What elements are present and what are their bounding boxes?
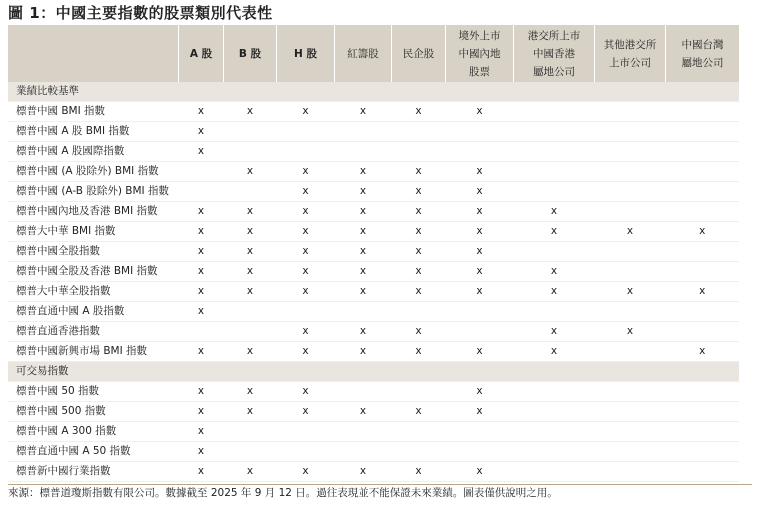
mark-cell <box>666 242 740 262</box>
index-name: 標普中國全股及香港 BMI 指數 <box>8 262 179 282</box>
column-header-line: 屬地公司 <box>533 65 575 78</box>
column-header-line: 中國台灣 <box>681 38 724 51</box>
mark-cell: x <box>392 402 446 422</box>
mark-cell <box>595 182 666 202</box>
mark-cell <box>595 102 666 122</box>
mark-cell <box>595 382 666 402</box>
column-header-line: 屬地公司 <box>681 56 724 69</box>
mark-cell: x <box>392 282 446 302</box>
mark-cell: x <box>446 222 514 242</box>
mark-cell: x <box>277 202 335 222</box>
table-header <box>8 25 739 82</box>
section-label: 可交易指數 <box>8 362 739 382</box>
mark-cell: x <box>446 162 514 182</box>
index-name: 標普大中華 BMI 指數 <box>8 222 179 242</box>
index-name: 標普中國 (A-B 股除外) BMI 指數 <box>8 182 179 202</box>
mark-cell <box>335 382 392 402</box>
mark-cell: x <box>179 462 224 482</box>
index-name: 標普中國內地及香港 BMI 指數 <box>8 202 179 222</box>
mark-cell: x <box>179 382 224 402</box>
mark-cell: x <box>335 202 392 222</box>
mark-cell: x <box>277 162 335 182</box>
mark-cell <box>666 442 740 462</box>
index-name: 標普中國新興市場 BMI 指數 <box>8 342 179 362</box>
mark-cell: x <box>179 222 224 242</box>
mark-cell: x <box>277 222 335 242</box>
mark-cell <box>224 422 277 442</box>
mark-cell: x <box>224 242 277 262</box>
mark-cell: x <box>179 142 224 162</box>
mark-cell: x <box>179 402 224 422</box>
mark-cell: x <box>446 262 514 282</box>
mark-cell: x <box>514 322 595 342</box>
mark-cell <box>392 142 446 162</box>
mark-cell <box>666 462 740 482</box>
mark-cell <box>595 302 666 322</box>
mark-cell: x <box>446 242 514 262</box>
mark-cell: x <box>277 102 335 122</box>
column-header <box>514 25 595 82</box>
column-header-line: 中國香港 <box>533 47 575 60</box>
mark-cell <box>446 302 514 322</box>
column-header-line: 民企股 <box>402 47 435 60</box>
index-name: 標普中國 A 股國際指數 <box>8 142 179 162</box>
table-row <box>8 162 739 182</box>
table-row <box>8 422 739 442</box>
mark-cell <box>224 322 277 342</box>
mark-cell <box>392 302 446 322</box>
mark-cell <box>595 462 666 482</box>
mark-cell: x <box>179 122 224 142</box>
mark-cell <box>277 302 335 322</box>
mark-cell <box>224 182 277 202</box>
index-name: 標普直通中國 A 股指數 <box>8 302 179 322</box>
table-row <box>8 402 739 422</box>
section-row <box>8 82 739 102</box>
mark-cell <box>666 182 740 202</box>
source-note: 來源：標普道瓊斯指數有限公司。數據截至 2025 年 9 月 12 日。過往表現並不能保證未來業績。圖表僅供說明之用。 <box>8 484 752 500</box>
mark-cell <box>666 422 740 442</box>
mark-cell: x <box>277 342 335 362</box>
mark-cell <box>595 402 666 422</box>
mark-cell: x <box>446 382 514 402</box>
mark-cell <box>179 182 224 202</box>
mark-cell <box>514 442 595 462</box>
table-row <box>8 462 739 482</box>
index-name: 標普中國全股指數 <box>8 242 179 262</box>
mark-cell: x <box>224 342 277 362</box>
mark-cell: x <box>224 382 277 402</box>
index-name: 標普直通中國 A 50 指數 <box>8 442 179 462</box>
mark-cell: x <box>514 202 595 222</box>
mark-cell <box>595 142 666 162</box>
mark-cell <box>392 382 446 402</box>
table-row <box>8 122 739 142</box>
mark-cell: x <box>224 462 277 482</box>
mark-cell <box>666 382 740 402</box>
mark-cell <box>595 162 666 182</box>
mark-cell: x <box>392 182 446 202</box>
mark-cell <box>335 422 392 442</box>
mark-cell: x <box>335 162 392 182</box>
column-header <box>335 25 392 82</box>
mark-cell <box>335 442 392 462</box>
mark-cell: x <box>514 342 595 362</box>
mark-cell: x <box>224 282 277 302</box>
mark-cell <box>224 442 277 462</box>
mark-cell: x <box>224 202 277 222</box>
mark-cell <box>277 442 335 462</box>
mark-cell: x <box>514 282 595 302</box>
index-name: 標普直通香港指數 <box>8 322 179 342</box>
mark-cell <box>666 102 740 122</box>
mark-cell <box>446 142 514 162</box>
index-table <box>8 25 739 482</box>
mark-cell <box>446 322 514 342</box>
mark-cell <box>595 242 666 262</box>
mark-cell: x <box>179 442 224 462</box>
mark-cell: x <box>277 322 335 342</box>
column-header-line: 上市公司 <box>609 56 651 69</box>
mark-cell: x <box>446 202 514 222</box>
mark-cell: x <box>514 222 595 242</box>
mark-cell: x <box>392 102 446 122</box>
table-row <box>8 342 739 362</box>
mark-cell: x <box>277 262 335 282</box>
mark-cell <box>446 442 514 462</box>
mark-cell: x <box>277 242 335 262</box>
mark-cell: x <box>179 282 224 302</box>
mark-cell: x <box>224 262 277 282</box>
column-header <box>179 25 224 82</box>
mark-cell: x <box>666 342 740 362</box>
mark-cell: x <box>666 282 740 302</box>
mark-cell <box>277 422 335 442</box>
mark-cell <box>595 442 666 462</box>
mark-cell: x <box>277 462 335 482</box>
mark-cell: x <box>335 182 392 202</box>
column-header <box>666 25 740 82</box>
mark-cell: x <box>277 282 335 302</box>
mark-cell: x <box>446 102 514 122</box>
mark-cell <box>595 422 666 442</box>
mark-cell <box>335 302 392 322</box>
mark-cell: x <box>335 102 392 122</box>
mark-cell <box>666 162 740 182</box>
mark-cell <box>514 402 595 422</box>
mark-cell <box>277 122 335 142</box>
table-container <box>8 25 752 500</box>
mark-cell <box>595 122 666 142</box>
column-header <box>392 25 446 82</box>
mark-cell <box>514 182 595 202</box>
mark-cell <box>335 142 392 162</box>
column-header-line: 股票 <box>469 65 490 78</box>
table-row <box>8 302 739 322</box>
table-row <box>8 242 739 262</box>
column-header <box>224 25 277 82</box>
mark-cell <box>666 302 740 322</box>
mark-cell <box>514 302 595 322</box>
mark-cell: x <box>224 222 277 242</box>
mark-cell: x <box>335 322 392 342</box>
mark-cell: x <box>335 462 392 482</box>
table-row <box>8 262 739 282</box>
column-header-line: 中國內地 <box>458 47 501 60</box>
index-name: 標普大中華全股指數 <box>8 282 179 302</box>
index-name: 標普中國 A 300 指數 <box>8 422 179 442</box>
table-row <box>8 442 739 462</box>
section-label: 業績比較基準 <box>8 82 739 102</box>
mark-cell: x <box>179 262 224 282</box>
mark-cell: x <box>595 222 666 242</box>
mark-cell: x <box>335 342 392 362</box>
mark-cell <box>392 122 446 142</box>
mark-cell: x <box>179 422 224 442</box>
mark-cell <box>666 122 740 142</box>
mark-cell <box>595 262 666 282</box>
mark-cell: x <box>224 102 277 122</box>
mark-cell <box>446 122 514 142</box>
mark-cell: x <box>179 302 224 322</box>
mark-cell <box>514 122 595 142</box>
mark-cell: x <box>179 242 224 262</box>
index-name: 標普中國 A 股 BMI 指數 <box>8 122 179 142</box>
mark-cell <box>179 162 224 182</box>
mark-cell <box>224 122 277 142</box>
mark-cell <box>392 422 446 442</box>
mark-cell <box>335 122 392 142</box>
mark-cell: x <box>392 162 446 182</box>
mark-cell: x <box>224 162 277 182</box>
index-name: 標普中國 50 指數 <box>8 382 179 402</box>
figure-title: 圖 1：中國主要指數的股票類別代表性 <box>8 4 273 22</box>
mark-cell <box>392 442 446 462</box>
mark-cell: x <box>335 222 392 242</box>
mark-cell: x <box>277 402 335 422</box>
index-name: 標普中國 (A 股除外) BMI 指數 <box>8 162 179 182</box>
mark-cell: x <box>392 262 446 282</box>
index-name: 標普新中國行業指數 <box>8 462 179 482</box>
table-row <box>8 282 739 302</box>
column-header-line: B 股 <box>238 47 262 60</box>
column-header-line: H 股 <box>294 47 317 60</box>
mark-cell: x <box>335 262 392 282</box>
mark-cell: x <box>335 242 392 262</box>
header-blank <box>8 25 179 82</box>
mark-cell <box>179 322 224 342</box>
index-name: 標普中國 500 指數 <box>8 402 179 422</box>
mark-cell: x <box>595 322 666 342</box>
mark-cell <box>514 142 595 162</box>
table-row <box>8 222 739 242</box>
mark-cell: x <box>224 402 277 422</box>
mark-cell <box>514 162 595 182</box>
mark-cell <box>595 342 666 362</box>
table-row <box>8 182 739 202</box>
mark-cell <box>666 142 740 162</box>
table-row <box>8 322 739 342</box>
mark-cell: x <box>277 382 335 402</box>
mark-cell: x <box>277 182 335 202</box>
mark-cell <box>446 422 514 442</box>
table-row <box>8 382 739 402</box>
mark-cell: x <box>335 282 392 302</box>
index-name: 標普中國 BMI 指數 <box>8 102 179 122</box>
mark-cell <box>224 142 277 162</box>
mark-cell <box>666 262 740 282</box>
table-row <box>8 142 739 162</box>
mark-cell <box>666 322 740 342</box>
mark-cell: x <box>392 202 446 222</box>
table-row <box>8 202 739 222</box>
mark-cell: x <box>514 262 595 282</box>
mark-cell: x <box>446 402 514 422</box>
mark-cell: x <box>392 322 446 342</box>
mark-cell <box>514 242 595 262</box>
mark-cell: x <box>392 462 446 482</box>
column-header-line: 其他港交所 <box>603 38 657 51</box>
mark-cell: x <box>392 242 446 262</box>
mark-cell: x <box>179 202 224 222</box>
mark-cell: x <box>392 222 446 242</box>
column-header <box>595 25 666 82</box>
mark-cell <box>514 462 595 482</box>
mark-cell <box>514 382 595 402</box>
section-row <box>8 362 739 382</box>
mark-cell <box>666 402 740 422</box>
mark-cell: x <box>392 342 446 362</box>
mark-cell: x <box>179 342 224 362</box>
mark-cell: x <box>446 462 514 482</box>
mark-cell <box>514 422 595 442</box>
table-row <box>8 102 739 122</box>
mark-cell <box>514 102 595 122</box>
mark-cell: x <box>446 182 514 202</box>
mark-cell: x <box>595 282 666 302</box>
column-header-line: A 股 <box>189 47 213 60</box>
column-header <box>277 25 335 82</box>
mark-cell: x <box>335 402 392 422</box>
mark-cell: x <box>666 222 740 242</box>
mark-cell <box>224 302 277 322</box>
column-header <box>446 25 514 82</box>
mark-cell <box>277 142 335 162</box>
mark-cell: x <box>446 282 514 302</box>
mark-cell <box>666 202 740 222</box>
column-header-line: 紅籌股 <box>347 47 379 60</box>
column-header-line: 境外上市 <box>458 29 501 42</box>
mark-cell <box>595 202 666 222</box>
mark-cell: x <box>446 342 514 362</box>
column-header-line: 港交所上市 <box>527 29 581 42</box>
mark-cell: x <box>179 102 224 122</box>
